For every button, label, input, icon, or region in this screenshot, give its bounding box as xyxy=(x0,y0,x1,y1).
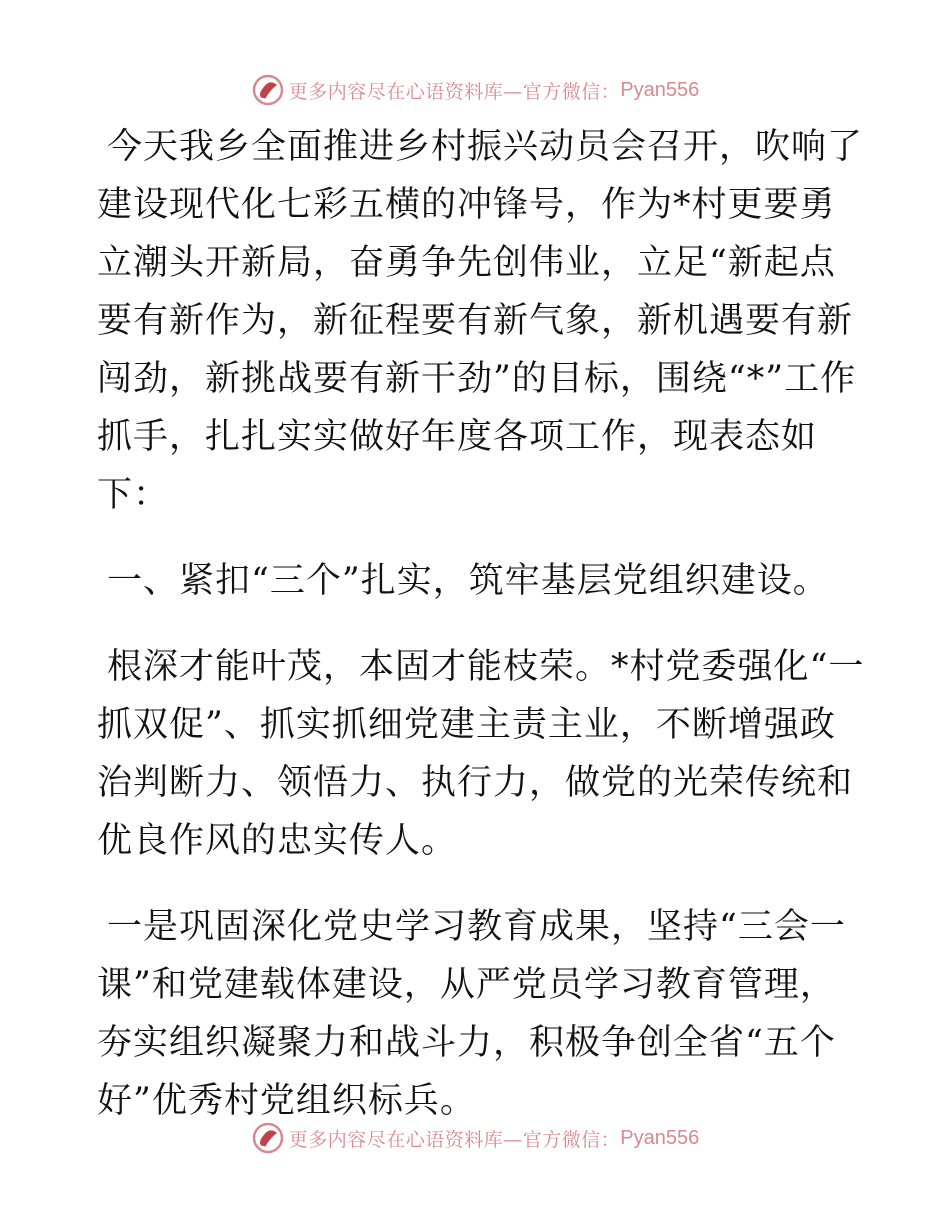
paragraph-item-one: 一是巩固深化党史学习教育成果，坚持“三会一课”和党建载体建设，从严党员学习教育管理，夯实组织凝聚力和战斗力，积极争创全省“五个好”优秀村党组织标兵。 xyxy=(97,907,846,1121)
footer-watermark xyxy=(0,1118,950,1158)
watermark-code: Pyan556 xyxy=(620,1126,700,1149)
section-heading: 一、紧扣“三个”扎实，筑牢基层党组织建设。 xyxy=(107,561,829,601)
header-watermark xyxy=(0,70,950,110)
logo-icon xyxy=(251,1121,285,1155)
watermark-code: Pyan556 xyxy=(620,78,700,101)
paragraph-intro: 今天我乡全面推进乡村振兴动员会召开，吹响了建设现代化七彩五横的冲锋号，作为*村更要勇立潮头开新局，奋勇争先创伟业，立足“新起点要有新作为，新征程要有新气象，新机遇要有新闯劲，新挑战要有新干劲”的目标，围绕“*”工作抓手，扎扎实实做好年度各项工作，现表态如下： xyxy=(97,127,864,515)
watermark-text: 更多内容尽在心语资料库—官方微信： xyxy=(288,1128,621,1151)
document-body xyxy=(97,118,867,1130)
watermark-text: 更多内容尽在心语资料库—官方微信： xyxy=(288,80,621,103)
paragraph-section-intro: 根深才能叶茂，本固才能枝荣。*村党委强化“一抓双促”、抓实抓细党建主责主业，不断增强政治判断力、领悟力、执行力，做党的光荣传统和优良作风的忠实传人。 xyxy=(97,647,865,861)
logo-icon xyxy=(251,73,285,107)
